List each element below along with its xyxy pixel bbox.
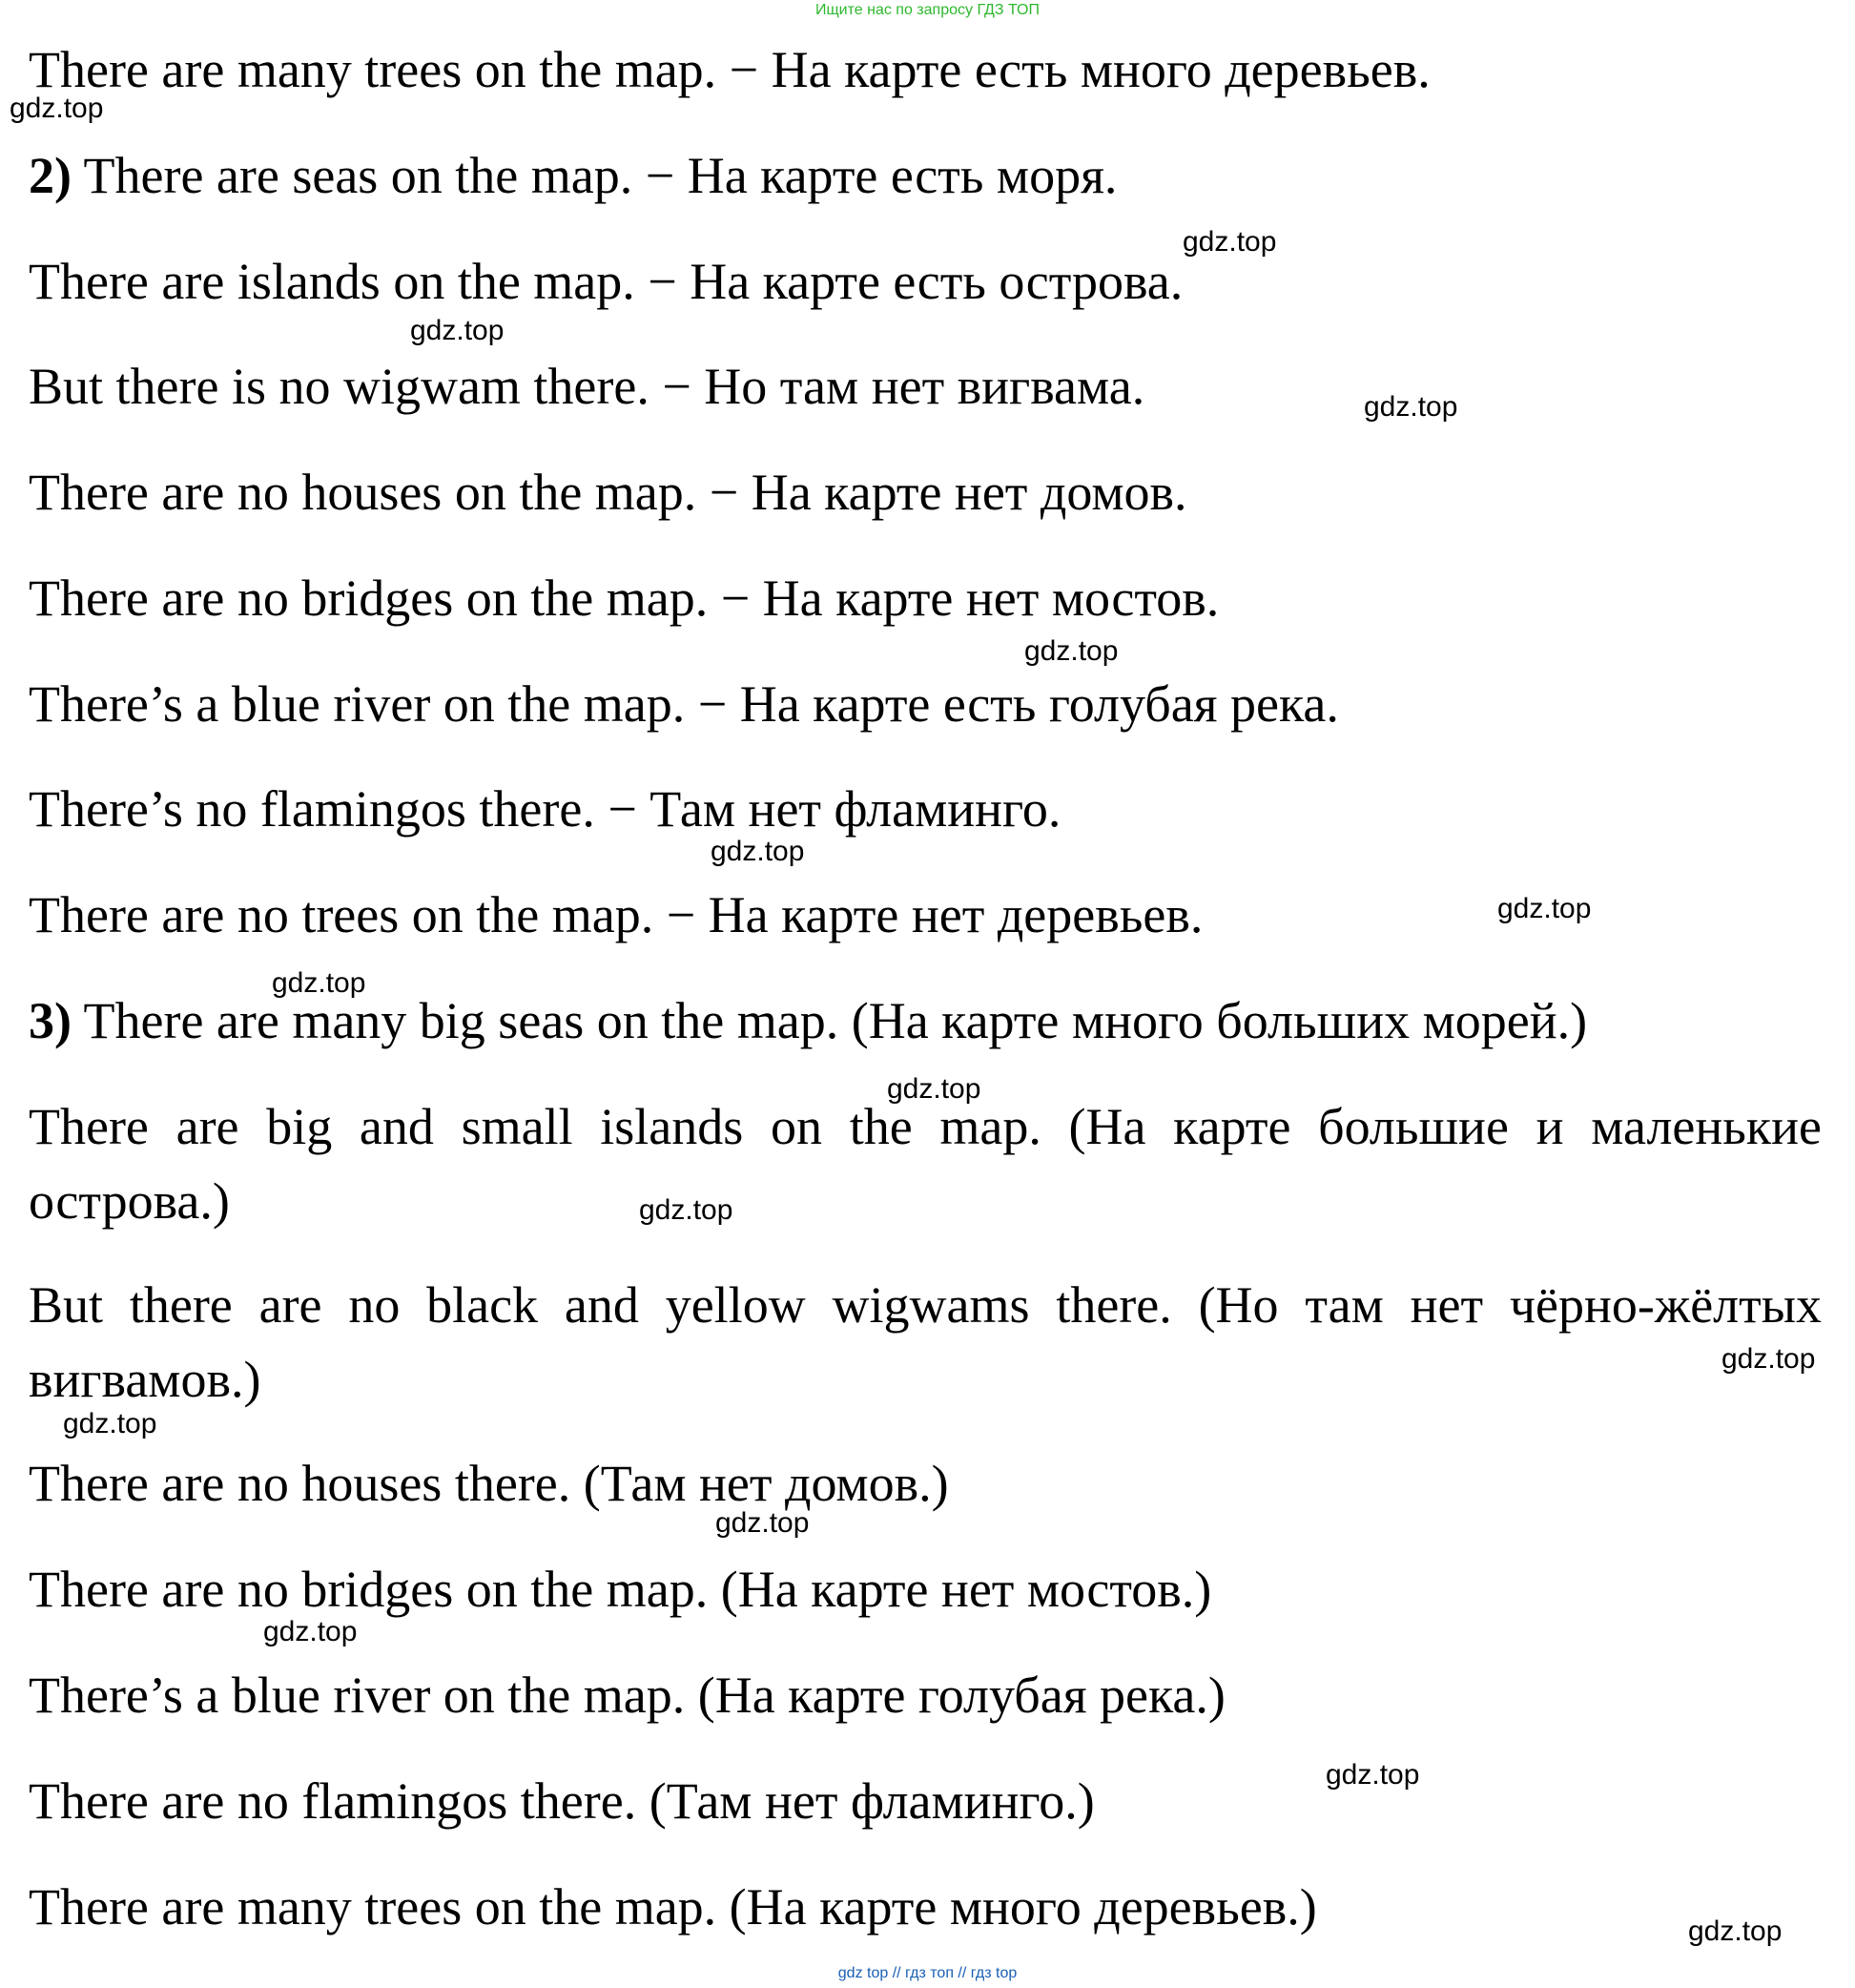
- watermark: gdz.top: [715, 1507, 810, 1539]
- answer-text: There are no flamingos there. (Там нет фламинго.): [29, 1772, 1095, 1830]
- watermark: gdz.top: [410, 315, 505, 346]
- answer-text: There are many trees on the map. − На карте есть много деревьев.: [29, 41, 1431, 98]
- answer-text: There are no houses on the map. − На карте нет домов.: [29, 464, 1187, 521]
- answer-text: There are seas on the map. − На карте есть моря.: [71, 147, 1118, 204]
- watermark: gdz.top: [1364, 391, 1458, 423]
- watermark: gdz.top: [711, 836, 805, 867]
- answer-line-3: [29, 244, 1822, 319]
- watermark: gdz.top: [887, 1073, 981, 1105]
- answer-text: There’s a blue river on the map. − На карте есть голубая река.: [29, 675, 1339, 733]
- answer-line-7: [29, 667, 1822, 741]
- answer-text: But there are no black and yellow wigwams there. (Но там нет чёрно-жёлтых вигвамов.): [29, 1276, 1822, 1408]
- watermark: gdz.top: [10, 93, 104, 124]
- watermark: gdz.top: [1688, 1916, 1783, 1947]
- answer-text: There are many trees on the map. (На карте много деревьев.): [29, 1878, 1317, 1936]
- watermark: gdz.top: [63, 1408, 157, 1439]
- answer-text: There’s a blue river on the map. (На карте голубая река.): [29, 1667, 1226, 1724]
- watermark: gdz.top: [1024, 635, 1119, 667]
- answer-line-11: [29, 1089, 1822, 1238]
- answer-line-6: [29, 561, 1822, 635]
- watermark: gdz.top: [1326, 1759, 1420, 1791]
- watermark: gdz.top: [1497, 893, 1592, 924]
- item-number: 3): [29, 992, 72, 1049]
- item-number: 2): [29, 147, 72, 204]
- answer-line-4: [29, 349, 1822, 424]
- watermark: gdz.top: [1721, 1343, 1816, 1375]
- answer-line-13: [29, 1446, 1822, 1521]
- search-hint-header: Ищите нас по запросу ГДЗ ТОП: [815, 2, 1040, 18]
- answer-line-16: [29, 1764, 1822, 1838]
- answer-text: There’s no flamingos there. − Там нет фламинго.: [29, 780, 1061, 838]
- watermark: gdz.top: [272, 967, 366, 999]
- answer-text: But there is no wigwam there. − Но там нет вигвама.: [29, 358, 1145, 415]
- answer-text: There are no houses there. (Там нет домов.): [29, 1455, 949, 1512]
- watermark: gdz.top: [639, 1194, 733, 1226]
- answer-text: There are no bridges on the map. − На карте нет мостов.: [29, 569, 1220, 627]
- answer-text: There are no bridges on the map. (На карте нет мостов.): [29, 1561, 1212, 1618]
- footer-watermark: gdz top // гдз топ // гдз top: [837, 1965, 1018, 1981]
- answer-line-12: [29, 1268, 1822, 1417]
- answer-line-8: [29, 772, 1822, 846]
- answer-text: There are big and small islands on the map. (На карте большие и маленькие острова.): [29, 1098, 1822, 1230]
- answer-line-2: [29, 138, 1822, 213]
- answer-text: There are many big seas on the map. (На карте много больших морей.): [71, 992, 1588, 1049]
- answer-line-1: [29, 32, 1822, 107]
- watermark: gdz.top: [1183, 226, 1277, 258]
- answer-line-5: [29, 455, 1822, 529]
- answer-text: There are no trees on the map. − На карте нет деревьев.: [29, 886, 1204, 943]
- answer-text: There are islands on the map. − На карте есть острова.: [29, 253, 1184, 310]
- answer-line-15: [29, 1658, 1822, 1732]
- watermark: gdz.top: [263, 1616, 358, 1647]
- answer-line-17: [29, 1870, 1822, 1944]
